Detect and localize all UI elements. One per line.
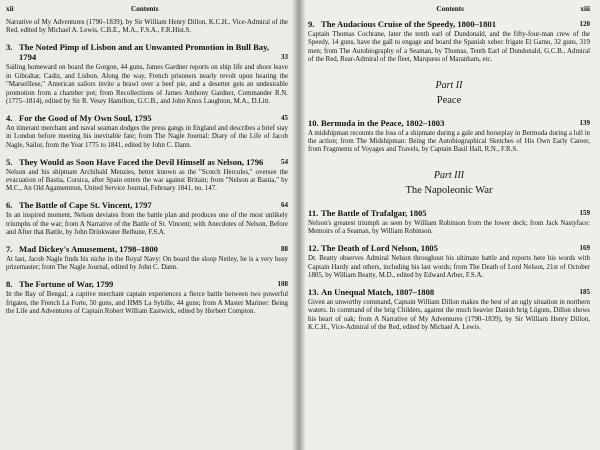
part-heading-3 (308, 170, 590, 196)
entry-number: 9. (308, 19, 315, 29)
entry-title: The Fortune of War, 1799 (19, 279, 114, 290)
toc-entry-6 (6, 200, 288, 237)
entry-number: 4. (6, 112, 13, 123)
part-label: Part II (435, 79, 463, 91)
entry-page: 45 (281, 113, 288, 122)
entry-page: 54 (281, 157, 288, 166)
toc-entry-3 (6, 42, 288, 106)
entry-page: 159 (579, 208, 590, 217)
entry-number: 10. (308, 117, 319, 128)
running-head: Contents (131, 5, 159, 13)
entry-number: 3. (6, 42, 13, 53)
entry-page: 64 (281, 201, 288, 210)
toc-entry-10 (308, 118, 590, 155)
entry-page: 139 (579, 118, 590, 127)
entry-title: For the Good of My Own Soul, 1795 (19, 112, 152, 123)
entry-page: 185 (579, 287, 590, 296)
toc-entry-4 (6, 113, 288, 150)
entry-description: In an inspired moment, Nelson deviates from the battle plan and produces one of the most unlikely triumphs of the war; from A Narrative of the Battle of St. Vincent; with Anecdotes of Nelson, Before and After that Battle, by John Drinkwater Bethune, F.S.A. (6, 212, 288, 237)
entry-number: 7. (6, 244, 13, 254)
entry-continuation: Narrative of My Adventures (1790–1839), by Sir William Henry Dillon, K.C.H., Vice-Admiral of the Red, edited by Michael A. Lewis, C.B.E., M.A., F.S.A., F.R.Hist.S. (6, 19, 288, 35)
entry-number: 13. (308, 286, 319, 297)
toc-entry-12 (308, 243, 590, 280)
entry-title: Mad Dickey's Amusement, 1798–1800 (19, 244, 158, 254)
entry-title: The Battle of Trafalgar, 1805 (321, 207, 427, 218)
entry-title: The Audacious Cruise of the Speedy, 1800–1801 (321, 19, 496, 29)
entry-page: 108 (277, 280, 288, 289)
running-header-left (6, 5, 288, 15)
entry-page: 120 (579, 20, 590, 28)
toc-entry-9 (308, 19, 590, 65)
entry-description: Sailing homeward on board the Gorgon, 44 guns, James Gardner reports on ship life and shore leave in Gibraltar, Cadiz, and Lisbon. Along the way, French prisoners nearly revolt upon hearing the "Marseillese," American sailors invite a brawl over a beef pie, and a deserter gets an undesirable promotion from a chamber pot; from Recollections of James Anthony Gardner, Commander R.N. (1775–1814), edited by Sir R. Vesey Hamilton, G.C.B., and John Knox Laughton, M.A., D.Litt. (6, 64, 288, 105)
entry-number: 11. (308, 207, 319, 218)
entry-page: 169 (579, 244, 590, 253)
entry-title: They Would as Soon Have Faced the Devil Himself as Nelson, 1796 (19, 156, 264, 167)
right-page (296, 0, 600, 450)
toc-entry-11 (308, 208, 590, 237)
entry-title: The Battle of Cape St. Vincent, 1797 (19, 200, 152, 211)
entry-description: Nelson and his shipmate Archibald Menzies, better known as the "Scotch Hercules," oversee the evacuation of Bastia, Corsica, after Spain enters the war against Britain; from "Nelson at Bastia," by M.C., An Old Agamemnon, United Service Journal, February 1841, no. 147. (6, 168, 288, 193)
entry-description: Nelson's greatest triumph as seen by William Robinson from the lower deck; from Jack Nastyface: Memoirs of a Seaman, by William Robinson. (308, 219, 590, 236)
entry-number: 5. (6, 156, 13, 167)
entry-description: A midshipman recounts the loss of a shipmate during a gale and horseplay in Bermuda during a lull in the action; from The Midshipman: Being the Autobiographical Sketches of His Own Early Career, from Fragments of Voyages and Travels, by Captain Basil Hall, R.N., F.R.S. (308, 129, 590, 154)
entry-description: Captain Thomas Cochrane, later the tenth earl of Dundonald, and the fifty-four-man crew of the Speedy, 14 guns, have the gall to engage and board the Spanish xebec frigate El Gamo, 32 guns, 319 men; from The Autobiography of a Seaman, by Thomas, Tenth Earl of Dundonald, G.C.B., Admiral of the Red, Rear-Admiral of the fleet, Marquess of Maranham, etc. (308, 31, 590, 64)
entry-title: The Death of Lord Nelson, 1805 (321, 243, 438, 254)
toc-entry-5 (6, 157, 288, 194)
page-number: xii (6, 5, 14, 13)
entry-description: At last, Jacob Nagle finds his niche in the Royal Navy: On board the sloop Netley, he is a very busy prizemaster; from The Nagle Journal, edited by John C. Dann. (6, 256, 288, 272)
entry-description: Dr. Beatty observes Admiral Nelson throughout his ultimate battle and reports here his words with Captain Hardy and others, including his last words; from The Death of Lord Nelson, 21st of October 1805, by William Beatty, M.D., edited by Edward Arber, F.S.A. (308, 255, 590, 279)
part-title: Peace (436, 94, 462, 106)
entry-title: The Noted Pimp of Lisbon and an Unwanted Promotion in Bull Bay, 1794 (19, 42, 270, 63)
part-heading-2 (308, 80, 590, 106)
entry-description: In the Bay of Bengal, a captive merchant captain experiences a fierce battle between two powerful frigates, the French La Forte, 50 guns, and HMS La Sybille, 44 guns; from A Master Mariner: Being the Life and Adventures of Captain Robert William Eastwick, edited by Herbert Compton. (6, 291, 288, 316)
page-number: xiii (580, 5, 590, 13)
entry-title: Bermuda in the Peace, 1802–1803 (321, 117, 445, 128)
entry-page: 33 (281, 53, 288, 62)
entry-number: 8. (6, 279, 13, 290)
entry-page: 88 (281, 245, 288, 253)
entry-number: 12. (308, 243, 319, 254)
entry-description: Given an unworthy command, Captain William Dillon makes the best of an ugly situation in northern waters. In command of the brig Childers, against the much heavier Danish brig Lügum, Dillon shows his heart of oak; from A Narrative of My Adventures (1790–1839), by Sir William Henry Dillon, K.C.H., Vice-Admiral of the Red, edited by Michael A. Lewis. (308, 298, 590, 332)
entry-description: An itinerant merchant and naval seaman dodges the press gangs in England and describes a brief stay in London before meeting his inevitable fate; from The Nagle Journal: Diary of the Life of Jacob Nagle, Sailor, from the Year 1775 to 1841, edited by John C. Dann. (6, 124, 288, 149)
toc-entry-8 (6, 279, 288, 316)
entry-title: An Unequal Match, 1807–1808 (321, 286, 435, 297)
toc-entry-13 (308, 287, 590, 333)
part-title: The Napoleonic War (405, 184, 493, 196)
left-page (0, 0, 296, 450)
entry-number: 6. (6, 200, 13, 211)
toc-entry-7 (6, 244, 288, 273)
part-label: Part III (433, 169, 465, 181)
running-head: Contents (436, 5, 464, 13)
running-header-right (308, 5, 590, 15)
